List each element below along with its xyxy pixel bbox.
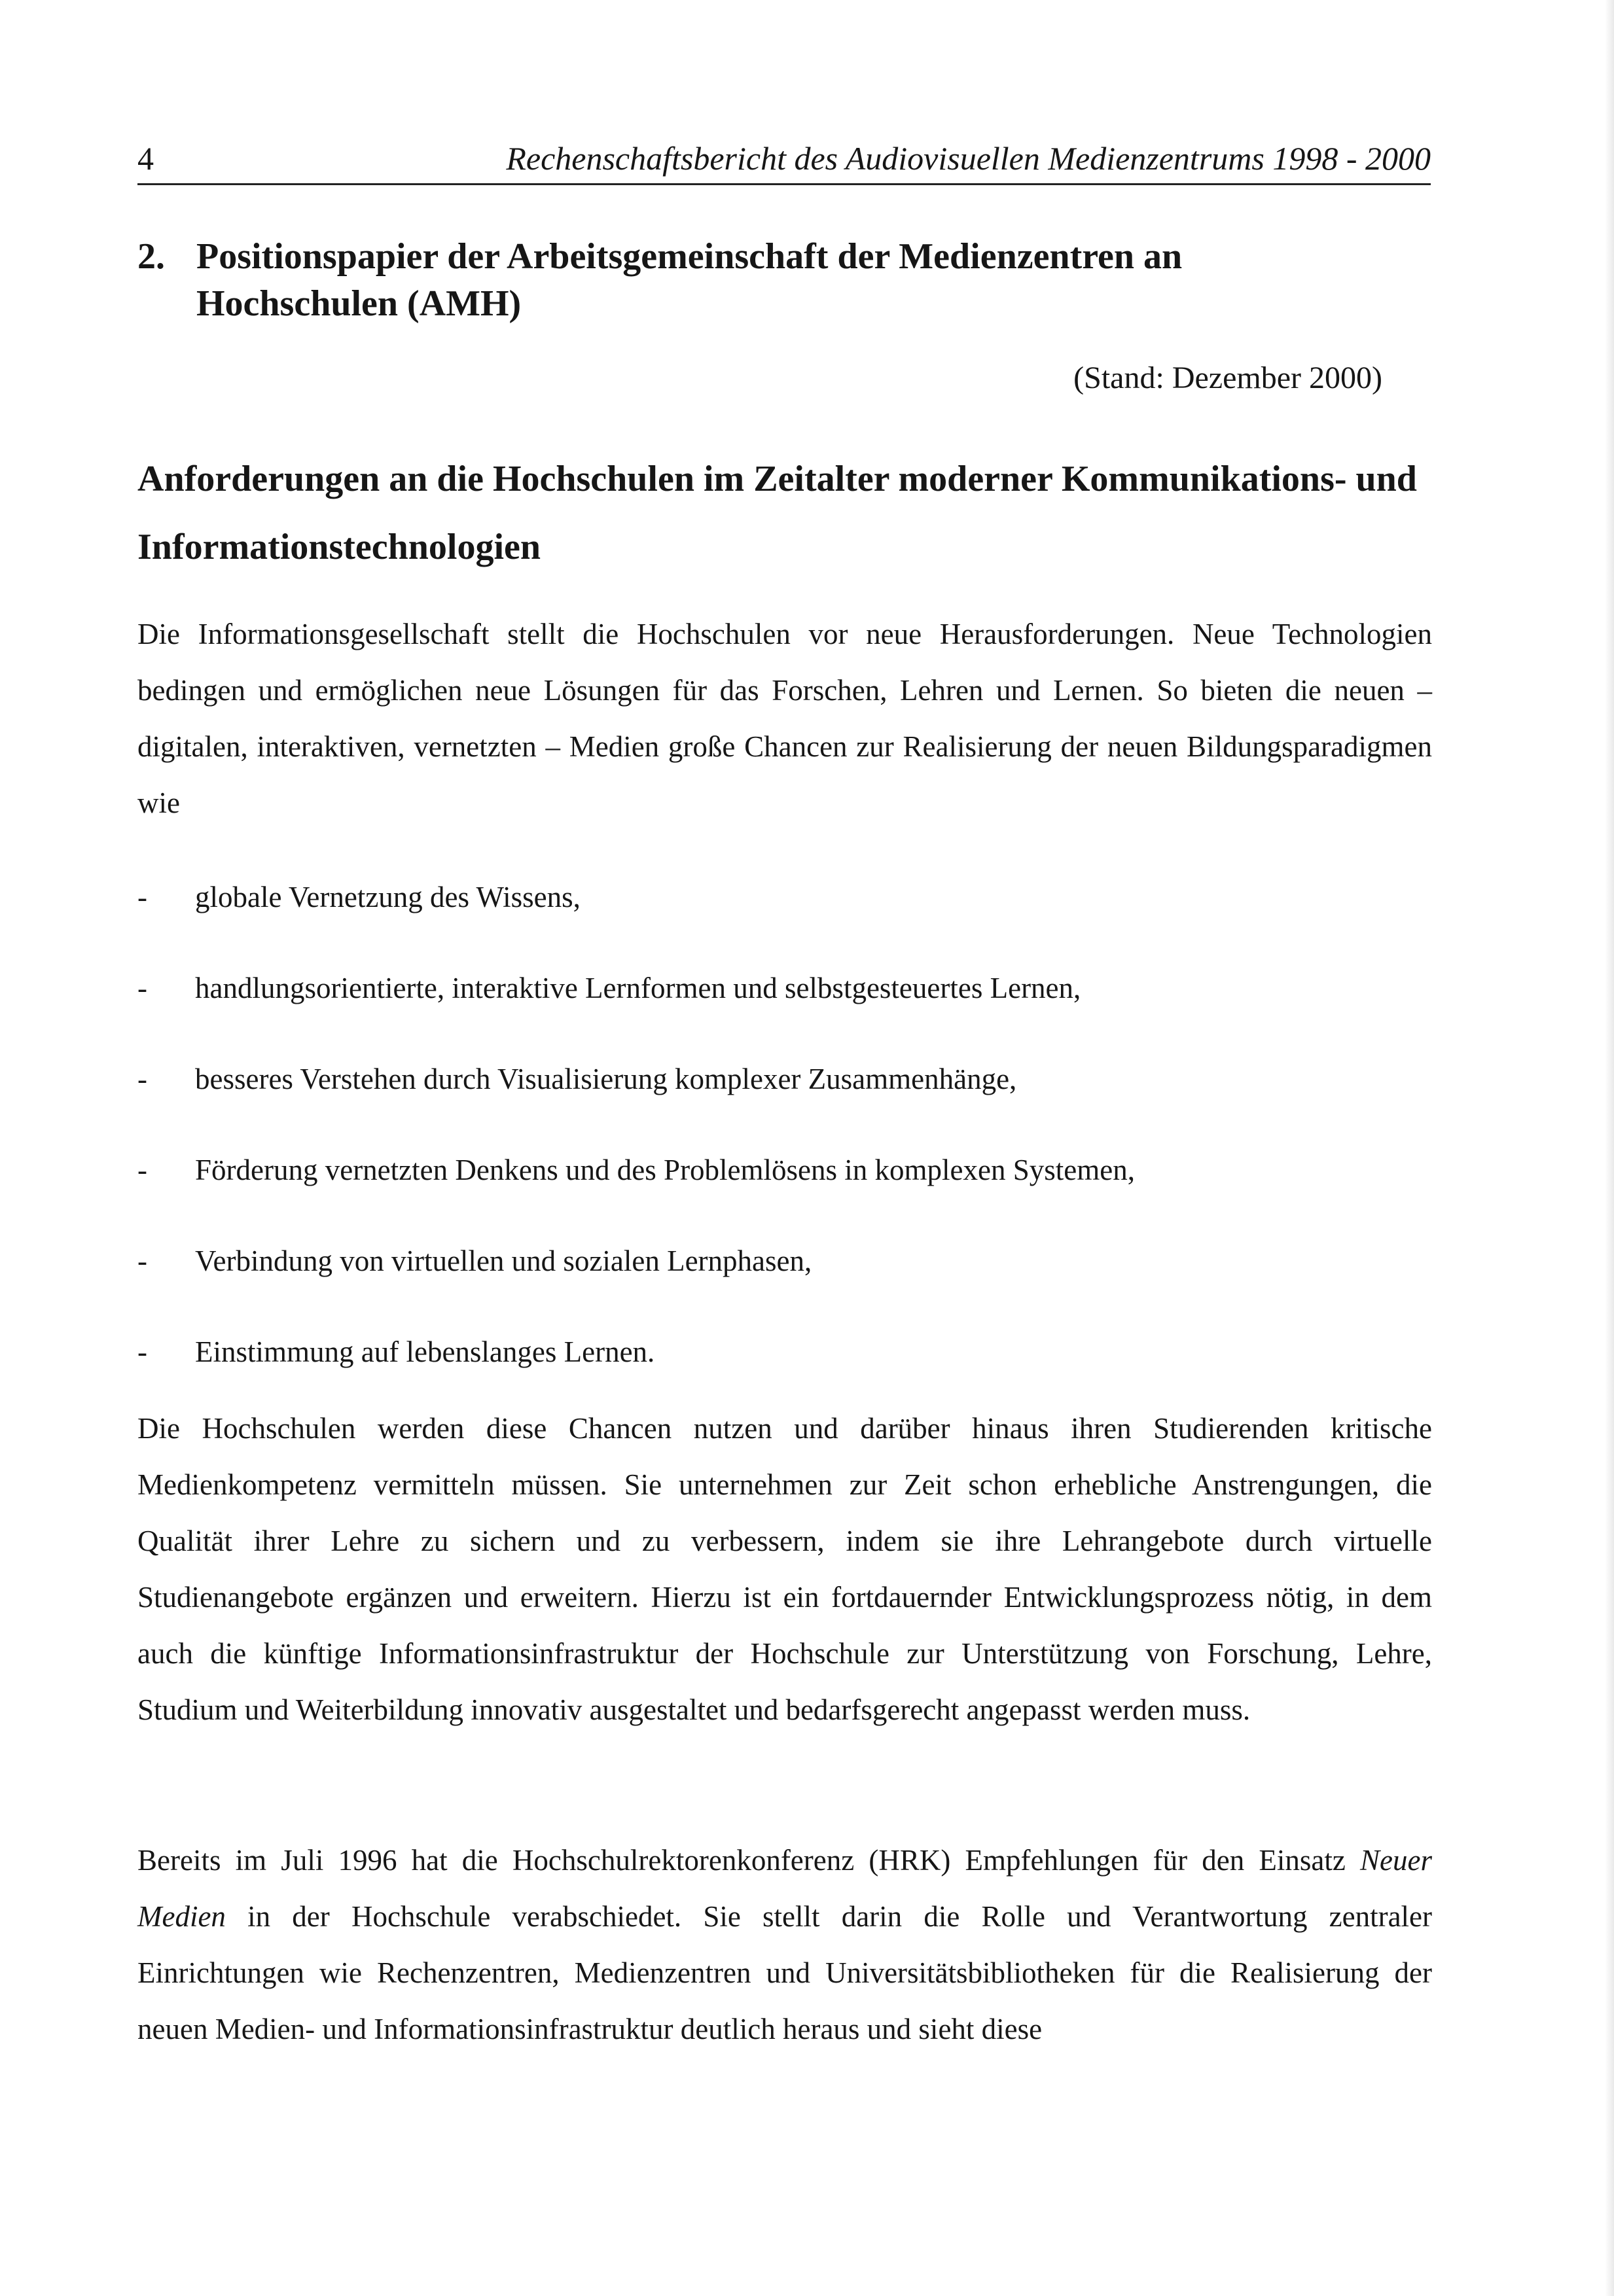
paragraph-hrk-italic: Neuer Medien: [137, 1844, 1432, 1933]
section-number: 2.: [137, 236, 165, 277]
section-title-text: Positionspapier der Arbeitsgemeinschaft der Medienzentren an Hochschulen (AMH): [196, 236, 1183, 324]
paradigm-list: [137, 869, 1432, 1415]
paragraph-hrk-end: in der Hochschule verabschiedet. Sie stellt darin die Rolle und Verantwortung zentraler Einrichtungen wie Rechenzentren, Medienzentren und Universitätsbibliotheken für die Realisierung der neuen Medien- und Informationsinfrastruktur deutlich heraus und sieht diese: [137, 1900, 1433, 2045]
list-marker: -: [137, 1245, 147, 1277]
list-item: [137, 869, 1432, 960]
page-number: 4: [137, 140, 154, 177]
section-title: [137, 233, 1381, 327]
list-item: [137, 1051, 1432, 1142]
subheading: Anforderungen an die Hochschulen im Zeitalter moderner Kommunikations- und Informationstechnologien: [137, 459, 1417, 567]
paragraph-hrk: [137, 1832, 1432, 2057]
paragraph-hrk-start: Bereits im Juli 1996 hat die Hochschulrektorenkonferenz (HRK) Empfehlungen für den Einsatz: [137, 1844, 1346, 1877]
list-item-text: globale Vernetzung des Wissens,: [195, 881, 581, 913]
list-item: [137, 1233, 1432, 1324]
list-marker: -: [137, 881, 147, 913]
paragraph-hochschulen: Die Hochschulen werden diese Chancen nutzen und darüber hinaus ihren Studierenden kritische Medienkompetenz vermitteln müssen. Sie unternehmen zur Zeit schon erhebliche Anstrengungen, die Qualität ihrer Lehre zu sichern und zu verbessern, indem sie ihre Lehrangebote durch virtuelle Studienangebote ergänzen und erweitern. Hierzu ist ein fortdauernder Entwicklungsprozess nötig, in dem auch die künftige Informationsinfrastruktur der Hochschule zur Unterstützung von Forschung, Lehre, Studium und Weiterbildung innovativ ausgestaltet und bedarfsgerecht angepasst werden muss.: [137, 1412, 1432, 1726]
list-item-text: Einstimmung auf lebenslanges Lernen.: [195, 1335, 655, 1368]
list-marker: -: [137, 1154, 147, 1186]
list-item-text: Verbindung von virtuellen und sozialen Lernphasen,: [195, 1245, 812, 1277]
list-marker: -: [137, 1335, 147, 1368]
list-item-text: Förderung vernetzten Denkens und des Problemlösens in komplexen Systemen,: [195, 1154, 1135, 1186]
page-edge-shadow: [1605, 0, 1614, 2296]
list-marker: -: [137, 972, 147, 1004]
stand-date: (Stand: Dezember 2000): [1073, 361, 1382, 395]
paragraph-intro: Die Informationsgesellschaft stellt die Hochschulen vor neue Herausforderungen. Neue Technologien bedingen und ermöglichen neue Lösungen für das Forschen, Lehren und Lernen. So bieten die neuen – digitalen, interaktiven, vernetzten – Medien große Chancen zur Realisierung der neuen Bildungsparadigmen wie: [137, 618, 1432, 819]
running-title: Rechenschaftsbericht des Audiovisuellen Medienzentrums 1998 - 2000: [506, 140, 1431, 177]
running-header: [137, 136, 1431, 185]
list-item-text: handlungsorientierte, interaktive Lernformen und selbstgesteuertes Lernen,: [195, 972, 1081, 1004]
list-item: [137, 1142, 1432, 1233]
list-marker: -: [137, 1063, 147, 1095]
list-item: [137, 960, 1432, 1051]
list-item-text: besseres Verstehen durch Visualisierung komplexer Zusammenhänge,: [195, 1063, 1017, 1095]
